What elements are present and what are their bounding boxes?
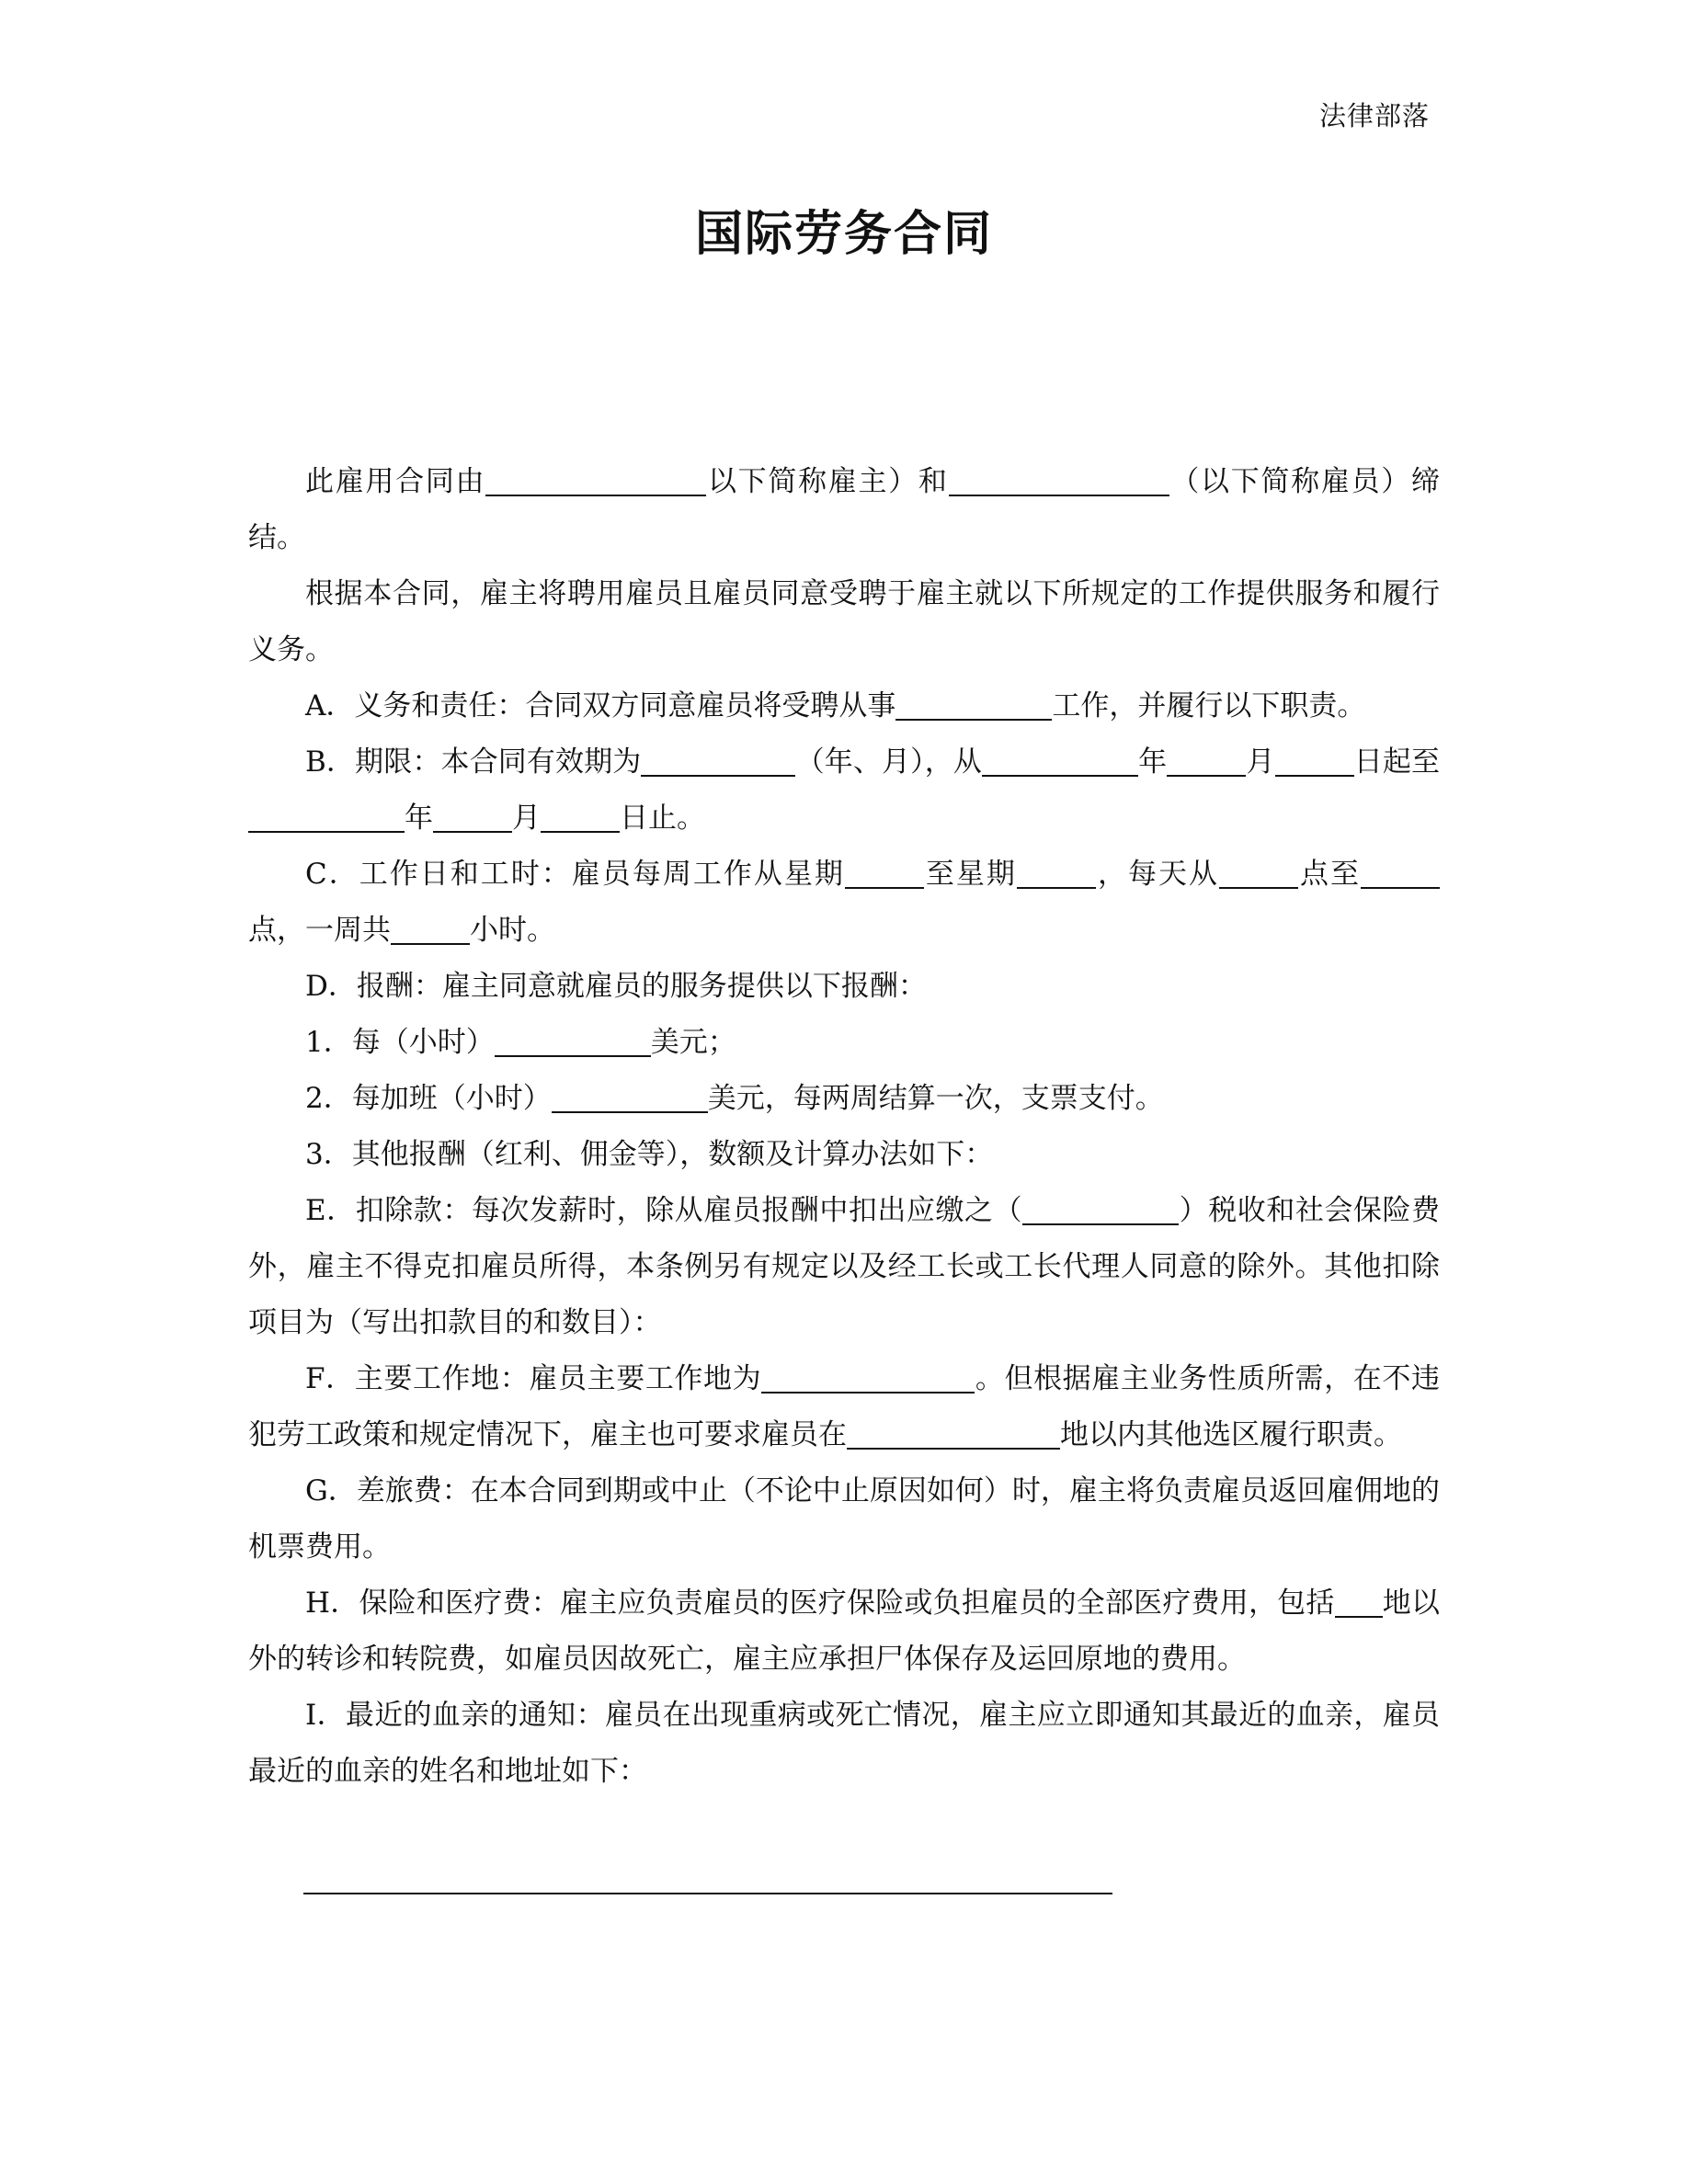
weekday-from-blank[interactable]: [845, 852, 924, 889]
text: 美元；: [650, 1026, 736, 1059]
text: 地以内其他选区履行职责。: [1060, 1418, 1402, 1451]
clause-d-item-1: [248, 1015, 1440, 1071]
text: A．义务和责任：合同双方同意雇员将受聘从事: [305, 689, 896, 722]
text: 以下简称雇主）和: [706, 465, 949, 498]
document-title: 国际劳务合同: [694, 206, 993, 262]
text: （年、月），从: [795, 745, 983, 779]
text: 月: [512, 802, 541, 835]
clause-f-workplace: [248, 1351, 1440, 1463]
region-blank[interactable]: [847, 1413, 1060, 1450]
next-of-kin-line[interactable]: [303, 1893, 1112, 1894]
text: 日起至: [1353, 745, 1441, 779]
clause-d-item-2: [248, 1071, 1440, 1127]
hourly-rate-blank[interactable]: [495, 1020, 651, 1057]
text: B．期限：本合同有效期为: [305, 745, 642, 779]
clause-g-travel: G．差旅费：在本合同到期或中止（不论中止原因如何）时，雇主将负责雇员返回雇佣地的机票费用。: [248, 1474, 1440, 1564]
text: 点至: [1297, 858, 1362, 891]
clause-d-item-3: 3．其他报酬（红利、佣金等），数额及计算办法如下：: [305, 1138, 994, 1171]
start-month-blank[interactable]: [1167, 740, 1246, 777]
clause-e-deductions: [248, 1183, 1440, 1351]
header-tag: 法律部落: [1318, 100, 1430, 131]
weekly-hours-blank[interactable]: [391, 908, 470, 945]
start-year-blank[interactable]: [982, 740, 1138, 777]
text: 至星期: [923, 858, 1017, 891]
employee-name-blank[interactable]: [949, 460, 1169, 496]
location-blank[interactable]: [1335, 1581, 1383, 1618]
clause-b-term: [248, 734, 1440, 847]
end-day-blank[interactable]: [541, 796, 620, 833]
paragraph-agreement: 根据本合同，雇主将聘用雇员且雇员同意受聘于雇主就以下所规定的工作提供服务和履行义务。: [248, 577, 1440, 666]
text: 1．每（小时）: [305, 1026, 495, 1059]
text: 年: [405, 802, 433, 835]
text: F．主要工作地：雇员主要工作地为: [305, 1362, 762, 1395]
hour-to-blank[interactable]: [1361, 852, 1440, 889]
text: E．扣除款：每次发薪时，除从雇员报酬中扣出应缴之（: [305, 1194, 1023, 1227]
contract-body: [248, 454, 1440, 1800]
weekday-to-blank[interactable]: [1017, 852, 1096, 889]
clause-d-pay: D．报酬：雇主同意就雇员的服务提供以下报酬：: [305, 970, 927, 1003]
start-day-blank[interactable]: [1275, 740, 1354, 777]
employer-name-blank[interactable]: [485, 460, 706, 496]
overtime-rate-blank[interactable]: [552, 1076, 708, 1113]
workplace-blank[interactable]: [761, 1357, 975, 1393]
end-month-blank[interactable]: [433, 796, 512, 833]
text: 地以外的转诊和转院费，如雇员因故死亡，雇主应承担尸体保存及运回原地的费用。: [248, 1587, 1441, 1676]
text: 工作，并履行以下职责。: [1052, 689, 1366, 722]
tax-blank[interactable]: [1022, 1189, 1179, 1225]
text: H．保险和医疗费：雇主应负责雇员的医疗保险或负担雇员的全部医疗费用，包括: [305, 1587, 1335, 1620]
clause-h-insurance: [248, 1575, 1440, 1688]
text: 美元，每两周结算一次，支票支付。: [707, 1082, 1164, 1115]
text: 日止。: [620, 802, 705, 835]
clause-i-next-of-kin: I．最近的血亲的通知：雇员在出现重病或死亡情况，雇主应立即通知其最近的血亲，雇员最近的血亲的姓名和地址如下：: [248, 1699, 1440, 1788]
paragraph-parties: [248, 454, 1440, 566]
text: 2．每加班（小时）: [305, 1082, 552, 1115]
end-year-blank[interactable]: [248, 796, 405, 833]
term-length-blank[interactable]: [641, 740, 795, 777]
text: 小时。: [470, 914, 555, 947]
text: 。但根据雇主业务性质所需，在不违犯劳工政策和规定情况下，雇主也可要求雇员在: [248, 1362, 1440, 1451]
job-title-blank[interactable]: [895, 684, 1052, 721]
text: C．工作日和工时：雇员每周工作从星期: [305, 858, 845, 891]
text: 年: [1138, 745, 1168, 779]
text: （以下简称雇员）缔结。: [248, 465, 1440, 554]
text: 月: [1246, 745, 1275, 779]
text: ，每天从: [1095, 858, 1219, 891]
clause-a-duties: [248, 678, 1440, 734]
text: 点，一周共: [248, 914, 391, 947]
clause-c-hours: [248, 847, 1440, 959]
hour-from-blank[interactable]: [1219, 852, 1298, 889]
text: ）税收和社会保险费外，雇主不得克扣雇员所得，本条例另有规定以及经工长或工长代理人同意的除外。其他扣除项目为（写出扣款目的和数目）：: [248, 1194, 1440, 1339]
text: 此雇用合同由: [305, 465, 486, 498]
